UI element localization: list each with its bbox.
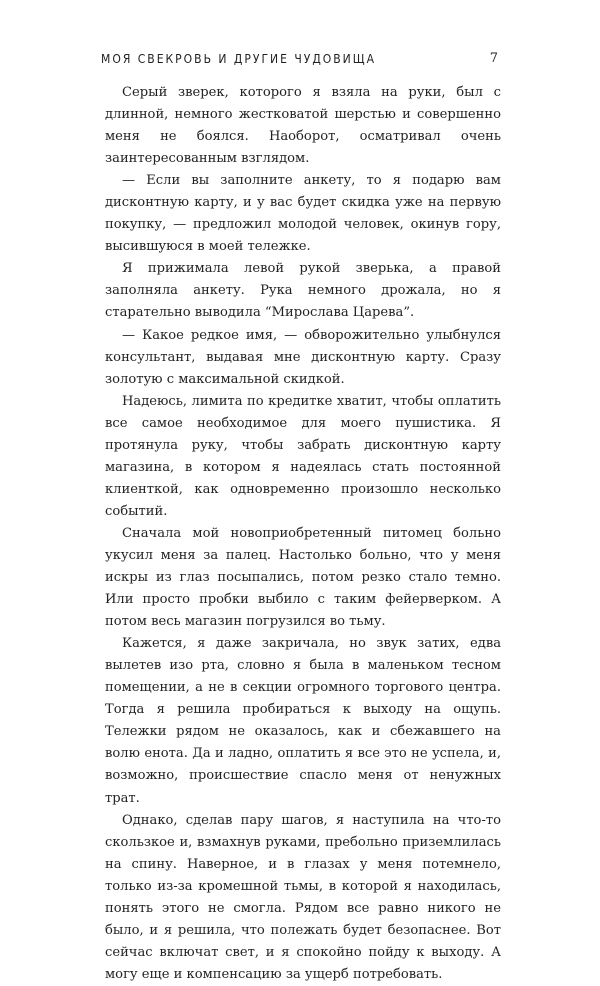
paragraph: Однако, сделав пару шагов, я наступила на что-то скользкое и, взмахнув руками, пребольно приземлилась на спину. Наверное, и в глазах у меня потемнело, только из-за кромешной тьмы, в которой я находилась, понять этого не смогла. Рядом все равно никого не было, и я решила, что полежать будет безопаснее. Вот сейчас включат свет, и я спокойно пойду к выходу. А могу еще и компенсацию за ущерб потребовать. [105, 812, 501, 982]
running-title: МОЯ СВЕКРОВЬ И ДРУГИЕ ЧУДОВИЩА [101, 52, 376, 66]
paragraph: Я прижимала левой рукой зверька, а правой заполняла анкету. Рука немного дрожала, но я старательно выводила “Мирослава Царева”. [105, 261, 501, 321]
paragraph: Надеюсь, лимита по кредитке хватит, чтобы оплатить все самое необходимое для моего пушистика. Я протянула руку, чтобы забрать дисконтную карту магазина, в котором я надеялась стать постоянной клиенткой, как одновременно произошло несколько событий. [105, 393, 501, 519]
paragraph: — Какое редкое имя, — обворожительно улыбнулся консультант, выдавая мне дисконтную карту. Сразу золотую с максимальной скидкой. [105, 327, 501, 387]
paragraph: Серый зверек, которого я взяла на руки, был с длинной, немного жестковатой шерстью и совершенно меня не боялся. Наоборот, осматривал очень заинтересованным взглядом. [105, 85, 501, 167]
body-text [105, 82, 501, 986]
paragraph: Кажется, я даже закричала, но звук затих, едва вылетев изо рта, словно я была в маленьком тесном помещении, а не в секции огромного торгового центра. Тогда я решила пробираться к выходу на ощупь. Тележки рядом не оказалось, как и сбежавшего на волю енота. Да и ладно, оплатить я все это не успела, и, возможно, происшествие спасло меня от ненужных трат. [105, 636, 501, 806]
paragraph: — Если вы заполните анкету, то я подарю вам дисконтную карту, и у вас будет скидка уже на первую покупку, — предложил молодой человек, окинув гору, высившуюся в моей тележке. [105, 173, 501, 255]
paragraph: Сначала мой новоприобретенный питомец больно укусил меня за палец. Настолько больно, что у меня искры из глаз посыпались, потом резко стало темно. Или просто пробки выбило с таким фейерверком. А потом весь магазин погрузился во тьму. [105, 525, 501, 630]
page-number: 7 [489, 51, 498, 66]
page-header [101, 44, 498, 66]
